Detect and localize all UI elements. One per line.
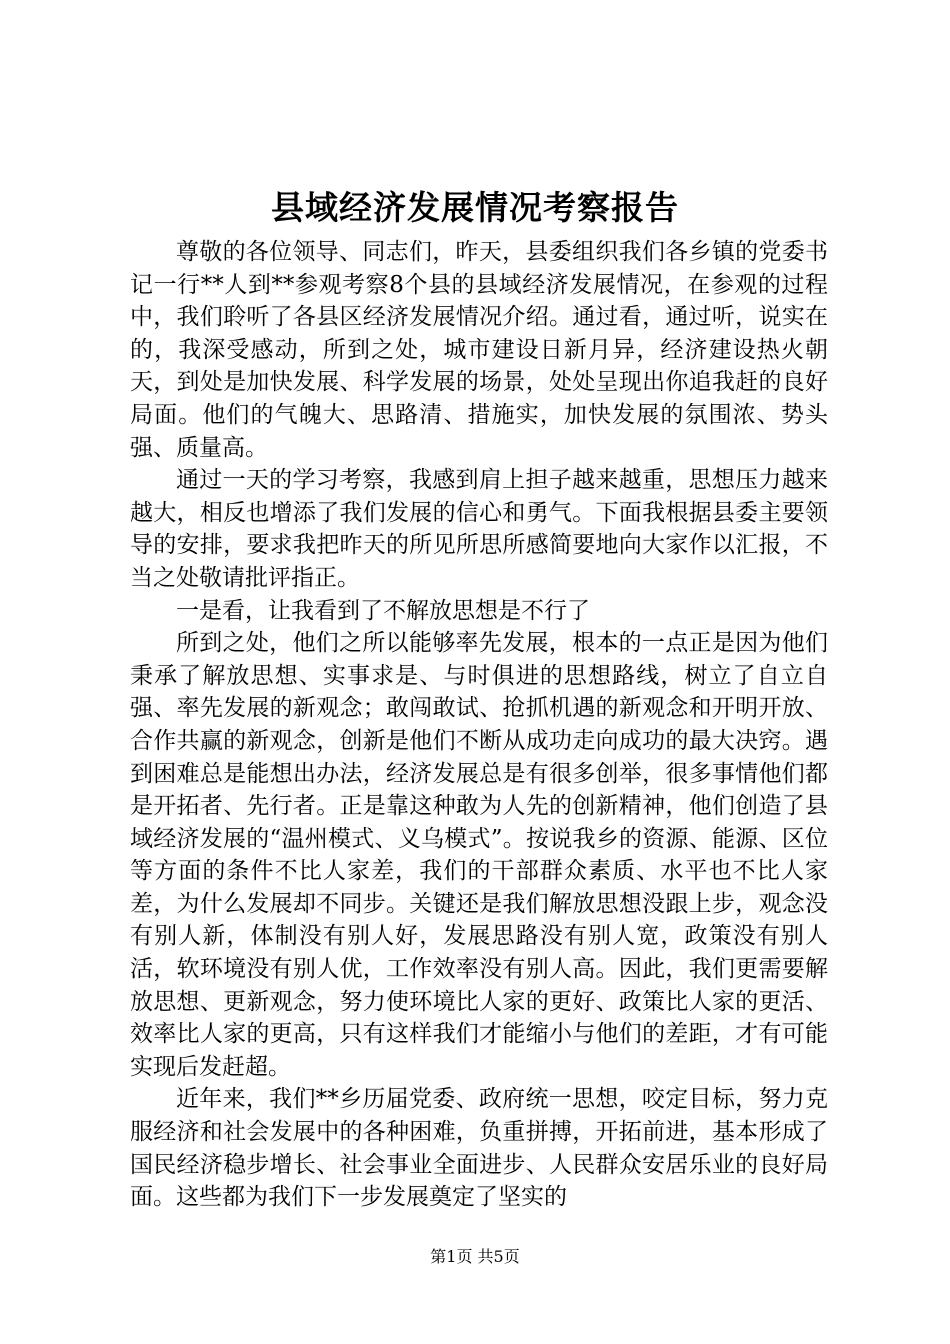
section-heading-first: 一是看，让我看到了不解放思想是不行了 [176,597,590,624]
document-title: 县域经济发展情况考察报告 [271,188,679,227]
paragraph-analysis: 所到之处，他们之所以能够率先发展，根本的一点正是因为他们秉承了解放思想、实事求是、与时俱进的思想路线，树立了自立自强、率先发展的新观念；敢闯敢试、抢抓机遇的新观念和开明开放、合作共赢的新观念，创新是他们不断从成功走向成功的最大决窍。遇到困难总是能想出办法，经济发展总是有很多创举，很多事情他们都是开拓者、先行者。正是靠这种敢为人先的创新精神，他们创造了县域经济发展的“温州模式、义乌模式”。按说我乡的资源、能源、区位等方面的条件不比人家差，我们的干部群众素质、水平也不比人家差，为什么发展却不同步。关键还是我们解放思想没跟上步，观念没有别人新，体制没有别人好，发展思路没有别人宽，政策没有别人活，软环境没有别人优，工作效率没有别人高。因此，我们更需要解放思想、更新观念，努力使环境比人家的更好、政策比人家的更活、效率比人家的更高，只有这样我们才能缩小与他们的差距，才有可能实现后发赶超。 [130,630,828,1080]
paragraph-recent-years: 近年来，我们**乡历届党委、政府统一思想，咬定目标，努力克服经济和社会发展中的各种困难，负重拼搏，开拓前进，基本形成了国民经济稳步增长、社会事业全面进步、人民群众安居乐业的良好局面。这些都为我们下一步发展奠定了坚实的 [130,1086,828,1211]
paragraph-study: 通过一天的学习考察，我感到肩上担子越来越重，思想压力越来越大，相反也增添了我们发展的信心和勇气。下面我根据县委主要领导的安排，要求我把昨天的所见所思所感简要地向大家作以汇报，不当之处敬请批评指正。 [130,467,828,591]
paragraph-intro: 尊敬的各位领导、同志们，昨天，县委组织我们各乡镇的党委书记一行**人到**参观考察8个县的县域经济发展情况，在参观的过程中，我们聆听了各县区经济发展情况介绍。通过看，通过听，说实在的，我深受感动，所到之处，城市建设日新月异，经济建设热火朝天，到处是加快发展、科学发展的场景，处处呈现出你追我赶的良好局面。他们的气魄大、思路清、措施实，加快发展的氛围浓、势头强、质量高。 [130,239,828,461]
document-body [130,236,828,1214]
page-footer: 第1页 共5页 [430,1247,520,1266]
